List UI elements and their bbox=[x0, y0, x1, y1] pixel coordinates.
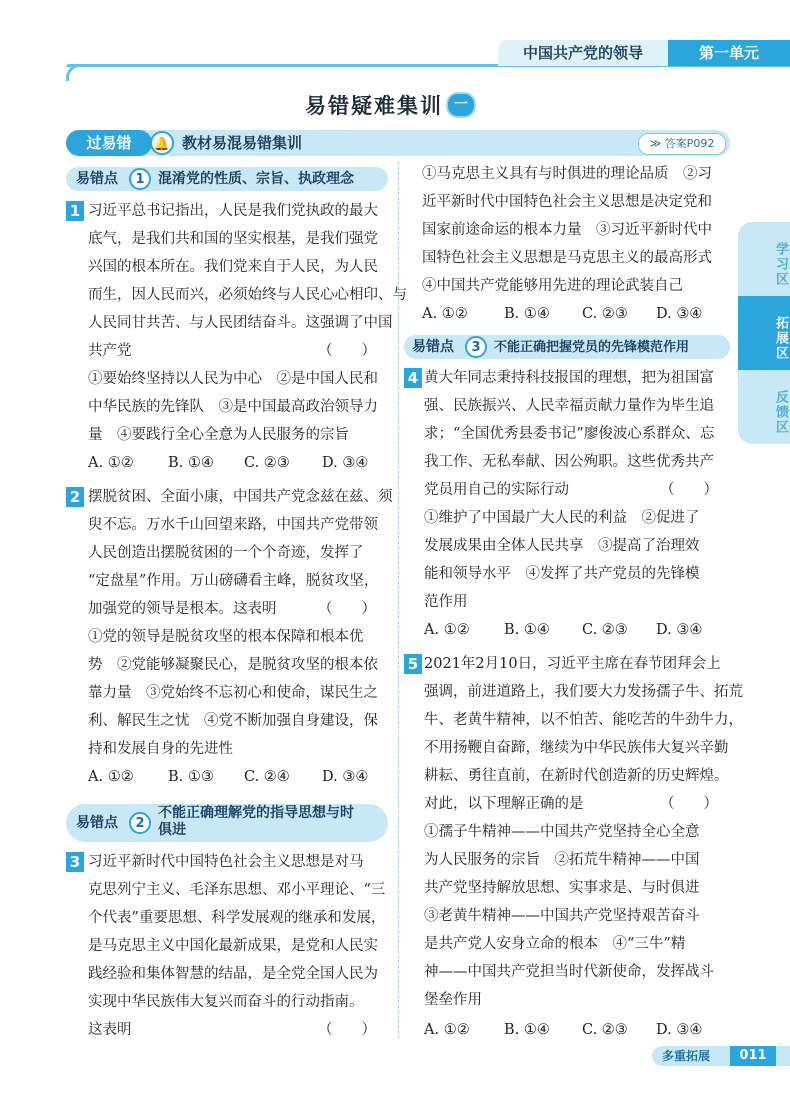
question-line: ①维护了中国最广大人民的利益 ②促进了 bbox=[424, 510, 700, 526]
question-line: 发展成果由全体人民共享 ③提高了治理效 bbox=[424, 538, 700, 554]
question-line: 黄大年同志秉持科技报国的理想，把为祖国富 bbox=[424, 370, 714, 386]
option-a[interactable]: A. ①② bbox=[88, 455, 134, 471]
question-line: 我工作、无私奉献、因公殉职。这些优秀共产 bbox=[424, 454, 714, 470]
question-number: 2 bbox=[66, 487, 84, 507]
question-line: 堡垒作用 bbox=[424, 992, 482, 1008]
question-line: 国家前途命运的根本力量 ③习近平新时代中 bbox=[422, 222, 712, 238]
question-line: 而生，因人民而兴，必须始终与人民心心相印、与 bbox=[88, 287, 407, 303]
question-line: 能和领导水平 ④发挥了共产党员的先锋模 bbox=[424, 566, 700, 582]
option-c[interactable]: C. ②④ bbox=[244, 769, 290, 785]
option-b[interactable]: B. ①④ bbox=[504, 1022, 550, 1038]
banner-tag: 过易错 bbox=[66, 130, 152, 156]
question-line: 党员用自己的实际行动 bbox=[424, 482, 569, 498]
option-d[interactable]: D. ③④ bbox=[656, 1022, 703, 1038]
question-line: 中华民族的先锋队 ③是中国最高政治领导力 bbox=[88, 399, 378, 415]
option-c[interactable]: C. ②③ bbox=[244, 455, 290, 471]
question-line: “定盘星”作用。万山磅礴看主峰，脱贫攻坚， bbox=[88, 573, 379, 589]
question-line: 共产党 bbox=[88, 343, 132, 359]
option-c[interactable]: C. ②③ bbox=[582, 306, 628, 322]
question-line: 利、解民生之忧 ④党不断加强自身建设，保 bbox=[88, 713, 378, 729]
chevron-down-icon: ≫ bbox=[649, 137, 662, 150]
error-point-number: 3 bbox=[465, 336, 487, 358]
option-c[interactable]: C. ②③ bbox=[582, 622, 628, 638]
question-number: 5 bbox=[404, 654, 422, 674]
option-b[interactable]: B. ①④ bbox=[504, 622, 550, 638]
question-line: 量 ④要践行全心全意为人民服务的宗旨 bbox=[88, 427, 349, 443]
question-line: 人民创造出摆脱贫困的一个个奇迹，发挥了 bbox=[88, 545, 364, 561]
question-line: 实现中华民族伟大复兴而奋斗的行动指南。 bbox=[88, 994, 364, 1010]
answer-bracket[interactable]: （ ） bbox=[660, 482, 718, 498]
question-line: 不用扬鞭自奋蹄，继续为中华民族伟大复兴辛勤 bbox=[424, 740, 729, 756]
question-line: 人民同甘共苦、与人民团结奋斗。这强调了中国 bbox=[88, 315, 393, 331]
question-line: ①马克思主义具有与时俱进的理论品质 ②习 bbox=[422, 166, 712, 182]
question-line: 共产党坚持解放思想、实事求是、与时俱进 bbox=[424, 880, 700, 896]
question-number: 3 bbox=[66, 852, 84, 872]
option-b[interactable]: B. ①④ bbox=[504, 306, 550, 322]
question-line: 这表明 bbox=[88, 1022, 132, 1038]
option-a[interactable]: A. ①② bbox=[88, 769, 134, 785]
question-line: 牛、老黄牛精神，以不怕苦、能吃苦的牛劲牛力， bbox=[424, 712, 743, 728]
error-point-text: 混淆党的性质、宗旨、执政理念 bbox=[158, 171, 354, 187]
error-point-number: 1 bbox=[129, 168, 151, 190]
answer-bracket[interactable]: （ ） bbox=[318, 343, 376, 359]
answer-bracket[interactable]: （ ） bbox=[660, 796, 718, 812]
question-line: 神——中国共产党担当时代新使命，发挥战斗 bbox=[424, 964, 714, 980]
question-line: 对此，以下理解正确的是 bbox=[424, 796, 584, 812]
question-line: 为人民服务的宗旨 ②拓荒牛精神——中国 bbox=[424, 852, 700, 868]
error-point-text: 不能正确理解党的指导思想与时 bbox=[158, 805, 354, 821]
question-line: 加强党的领导是根本。这表明 bbox=[88, 601, 277, 617]
question-number: 4 bbox=[404, 368, 422, 388]
side-tab-study[interactable]: 学习区 bbox=[738, 222, 790, 296]
question-line: 耕耘、勇往直前，在新时代创造新的历史辉煌。 bbox=[424, 768, 729, 784]
question-line: 2021年2月10日，习近平主席在春节团拜会上 bbox=[424, 656, 721, 672]
option-a[interactable]: A. ①② bbox=[424, 1022, 470, 1038]
answer-ref: 答案P092 bbox=[664, 137, 715, 150]
question-line: 范作用 bbox=[424, 594, 468, 610]
question-line: 个代表”重要思想、科学发展观的继承和发展， bbox=[88, 910, 386, 926]
banner-text: 教材易混易错集训 bbox=[182, 134, 303, 152]
question-line: 践经验和集体智慧的结晶，是全党全国人民为 bbox=[88, 966, 378, 982]
question-line: 持和发展自身的先进性 bbox=[88, 741, 233, 757]
error-point-label: 易错点 bbox=[76, 171, 118, 187]
question-line: ④中国共产党能够用先进的理论武装自己 bbox=[422, 278, 683, 294]
question-line: 习近平新时代中国特色社会主义思想是对马 bbox=[88, 854, 364, 870]
unit-label: 第一单元 bbox=[668, 40, 790, 66]
option-c[interactable]: C. ②③ bbox=[582, 1022, 628, 1038]
question-line: ①要始终坚持以人民为中心 ②是中国人民和 bbox=[88, 371, 378, 387]
option-d[interactable]: D. ③④ bbox=[322, 455, 369, 471]
question-line: ③老黄牛精神——中国共产党坚持艰苦奋斗 bbox=[424, 908, 700, 924]
answer-bracket[interactable]: （ ） bbox=[318, 1022, 376, 1038]
error-point-label: 易错点 bbox=[76, 815, 118, 831]
option-a[interactable]: A. ①② bbox=[422, 306, 468, 322]
question-line: 底气，是我们共和国的坚实根基，是我们强党 bbox=[88, 231, 378, 247]
option-d[interactable]: D. ③④ bbox=[656, 306, 703, 322]
question-line: 靠力量 ③党始终不忘初心和使命，谋民生之 bbox=[88, 685, 378, 701]
page-number: 011 bbox=[730, 1046, 776, 1066]
question-line: 求；“全国优秀县委书记”廖俊波心系群众、忘 bbox=[424, 426, 715, 442]
chapter-title: 中国共产党的领导 bbox=[498, 40, 668, 66]
error-point-label: 易错点 bbox=[412, 339, 454, 355]
question-line: 臾不忘。万水千山回望来路，中国共产党带领 bbox=[88, 517, 378, 533]
answer-bracket[interactable]: （ ） bbox=[318, 601, 376, 617]
option-d[interactable]: D. ③④ bbox=[322, 769, 369, 785]
question-number: 1 bbox=[66, 201, 84, 221]
question-line: 强、民族振兴、人民幸福贡献力量作为毕生追 bbox=[424, 398, 714, 414]
option-b[interactable]: B. ①③ bbox=[168, 769, 214, 785]
question-line: 势 ②党能够凝聚民心，是脱贫攻坚的根本依 bbox=[88, 657, 378, 673]
question-line: ①党的领导是脱贫攻坚的根本保障和根本优 bbox=[88, 629, 364, 645]
question-line: 强调，前进道路上，我们要大力发扬孺子牛、拓荒 bbox=[424, 684, 743, 700]
page-title: 易错疑难集训 bbox=[305, 94, 443, 118]
question-line: 近平新时代中国特色社会主义思想是决定党和 bbox=[422, 194, 712, 210]
error-point-text: 不能正确把握党员的先锋模范作用 bbox=[494, 340, 690, 355]
option-b[interactable]: B. ①④ bbox=[168, 455, 214, 471]
bell-icon: 🔔 bbox=[150, 131, 174, 155]
option-d[interactable]: D. ③④ bbox=[656, 622, 703, 638]
side-tab-feedback[interactable]: 反馈区 bbox=[738, 370, 790, 444]
question-line: 是马克思主义中国化最新成果，是党和人民实 bbox=[88, 938, 378, 954]
question-line: 兴国的根本所在。我们党来自于人民，为人民 bbox=[88, 259, 378, 275]
question-line: ①孺子牛精神——中国共产党坚持全心全意 bbox=[424, 824, 700, 840]
side-tab-extend[interactable]: 拓展区 bbox=[738, 296, 790, 370]
error-point-text: 俱进 bbox=[158, 822, 186, 838]
option-a[interactable]: A. ①② bbox=[424, 622, 470, 638]
question-line: 国特色社会主义思想是马克思主义的最高形式 bbox=[422, 250, 712, 266]
error-point-number: 2 bbox=[129, 812, 151, 834]
footer-label: 多重拓展 bbox=[662, 1049, 711, 1063]
title-number-badge: 一 bbox=[446, 92, 476, 118]
question-line: 克思列宁主义、毛泽东思想、邓小平理论、“三 bbox=[88, 882, 386, 898]
question-line: 是共产党人安身立命的根本 ④“三牛”精 bbox=[424, 936, 686, 952]
question-line: 摆脱贫困、全面小康，中国共产党念兹在兹、须 bbox=[88, 489, 393, 505]
question-line: 习近平总书记指出，人民是我们党执政的最大 bbox=[88, 203, 378, 219]
answer-link[interactable] bbox=[638, 133, 726, 155]
